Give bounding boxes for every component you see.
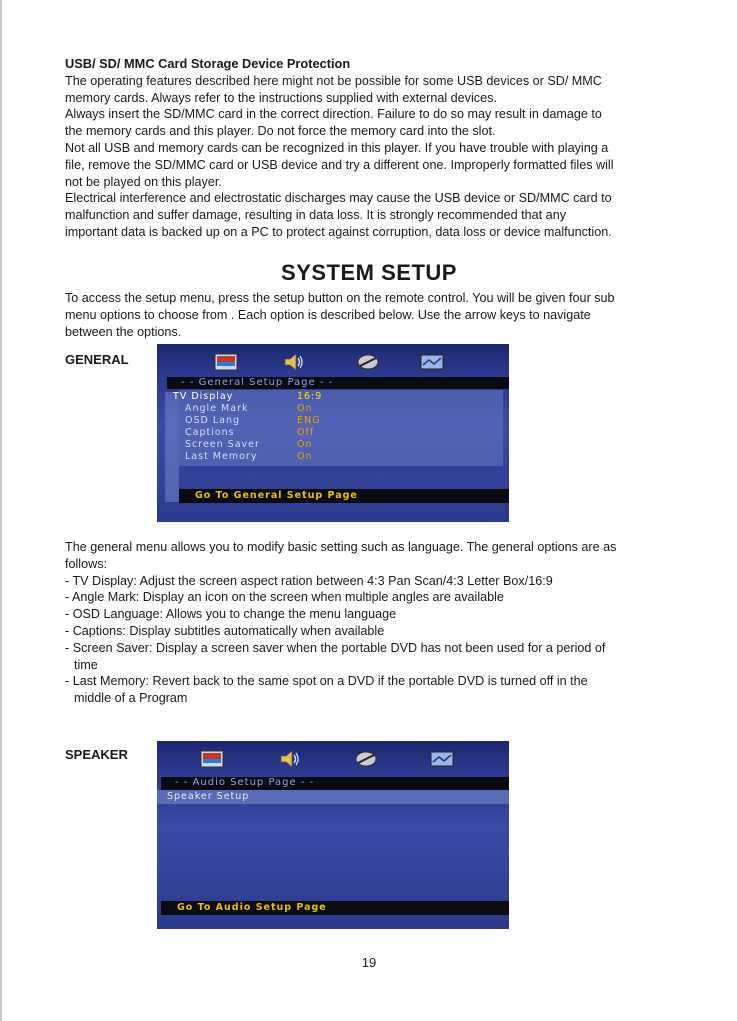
speaker-setup-screenshot xyxy=(157,741,509,929)
osd-footer: Go To General Setup Page xyxy=(179,489,509,503)
osd-row-screen-saver[interactable]: Screen Saver xyxy=(185,439,260,450)
osd-title-bar: - - Audio Setup Page - - xyxy=(161,777,509,790)
general-item-last-memory-cont: middle of a Program xyxy=(74,691,188,706)
general-description xyxy=(65,539,690,707)
tv-screen-icon xyxy=(199,749,225,769)
osd-value-osd-lang: ENG xyxy=(297,415,321,426)
general-item-screen-saver: - Screen Saver: Display a screen saver when the portable DVD has not been used for a period of xyxy=(65,640,606,655)
usb-line: the memory cards and this player. Do not force the memory card into the slot. xyxy=(65,124,496,139)
osd-value-last-memory: On xyxy=(297,451,313,462)
usb-line: Not all USB and memory cards can be recognized in this player. If you have trouble with playing a xyxy=(65,140,609,155)
osd-sidebar xyxy=(165,392,179,502)
osd-row-captions[interactable]: Captions xyxy=(185,427,235,438)
preference-panel-icon xyxy=(429,749,455,769)
osd-value-screen-saver: On xyxy=(297,439,313,450)
osd-footer: Go To Audio Setup Page xyxy=(161,901,509,915)
general-label: GENERAL xyxy=(65,352,129,367)
osd-title-bar: - - General Setup Page - - xyxy=(167,377,509,389)
general-desc-line: follows: xyxy=(65,556,107,571)
osd-row-speaker-setup[interactable]: Speaker Setup xyxy=(167,791,250,802)
dolby-disc-icon xyxy=(355,352,381,372)
usb-line: not be played on this player. xyxy=(65,174,222,189)
osd-value-captions: Off xyxy=(297,427,315,438)
general-desc-line: The general menu allows you to modify basic setting such as language. The general options are as xyxy=(65,540,617,554)
page-edge-left xyxy=(0,0,2,1021)
osd-icon-bar xyxy=(157,344,509,380)
dolby-disc-icon xyxy=(353,749,379,769)
general-item-osd-language: - OSD Language: Allows you to change the menu language xyxy=(65,607,397,622)
osd-icon-bar xyxy=(157,741,509,777)
osd-row-angle-mark[interactable]: Angle Mark xyxy=(185,403,249,414)
intro-line: between the options. xyxy=(65,324,182,339)
usb-heading: USB/ SD/ MMC Card Storage Device Protection xyxy=(65,56,351,71)
general-item-last-memory: - Last Memory: Revert back to the same spot on a DVD if the portable DVD is turned off in the xyxy=(65,674,588,689)
intro-line: menu options to choose from . Each option is described below. Use the arrow keys to navigate xyxy=(65,307,591,322)
general-setup-screenshot xyxy=(157,344,509,522)
system-setup-intro xyxy=(65,290,685,340)
general-item-angle-mark: - Angle Mark: Display an icon on the screen when multiple angles are available xyxy=(65,590,504,605)
usb-section xyxy=(65,56,685,241)
usb-line: important data is backed up on a PC to protect against corruption, data loss or device malfunction. xyxy=(65,224,612,239)
page-number: 19 xyxy=(361,955,377,970)
speaker-audio-icon xyxy=(281,352,307,372)
tv-screen-icon xyxy=(213,352,239,372)
osd-value-angle-mark: On xyxy=(297,403,313,414)
usb-line: The operating features described here might not be possible for some USB devices or SD/ MMC xyxy=(65,73,602,88)
usb-line: memory cards. Always refer to the instructions supplied with external devices. xyxy=(65,90,497,105)
intro-line: To access the setup menu, press the setup button on the remote control. You will be given four sub xyxy=(65,291,615,305)
general-item-screen-saver-cont: time xyxy=(74,657,98,672)
usb-line: Always insert the SD/MMC card in the correct direction. Failure to do so may result in damage to xyxy=(65,107,602,122)
osd-row-osd-lang[interactable]: OSD Lang xyxy=(185,415,241,426)
osd-row-tv-display[interactable]: TV Display xyxy=(173,391,234,402)
usb-line: Electrical interference and electrostatic discharges may cause the USB device or SD/MMC card to xyxy=(65,191,612,206)
speaker-label: SPEAKER xyxy=(65,747,128,762)
preference-panel-icon xyxy=(419,352,445,372)
usb-line: malfunction and suffer damage, resulting in data loss. It is strongly recommended that any xyxy=(65,208,566,223)
osd-value-tv-display: 16:9 xyxy=(297,391,323,402)
usb-line: file, remove the SD/MMC card or USB device and try a different one. Improperly formatted files will xyxy=(65,157,614,172)
system-setup-title: SYSTEM SETUP xyxy=(281,260,457,285)
general-item-captions: - Captions: Display subtitles automatically when available xyxy=(65,623,385,638)
speaker-audio-icon xyxy=(277,749,303,769)
general-item-tv-display: - TV Display: Adjust the screen aspect ration between 4:3 Pan Scan/4:3 Letter Box/16:9 xyxy=(65,573,553,588)
osd-row-last-memory[interactable]: Last Memory xyxy=(185,451,258,462)
